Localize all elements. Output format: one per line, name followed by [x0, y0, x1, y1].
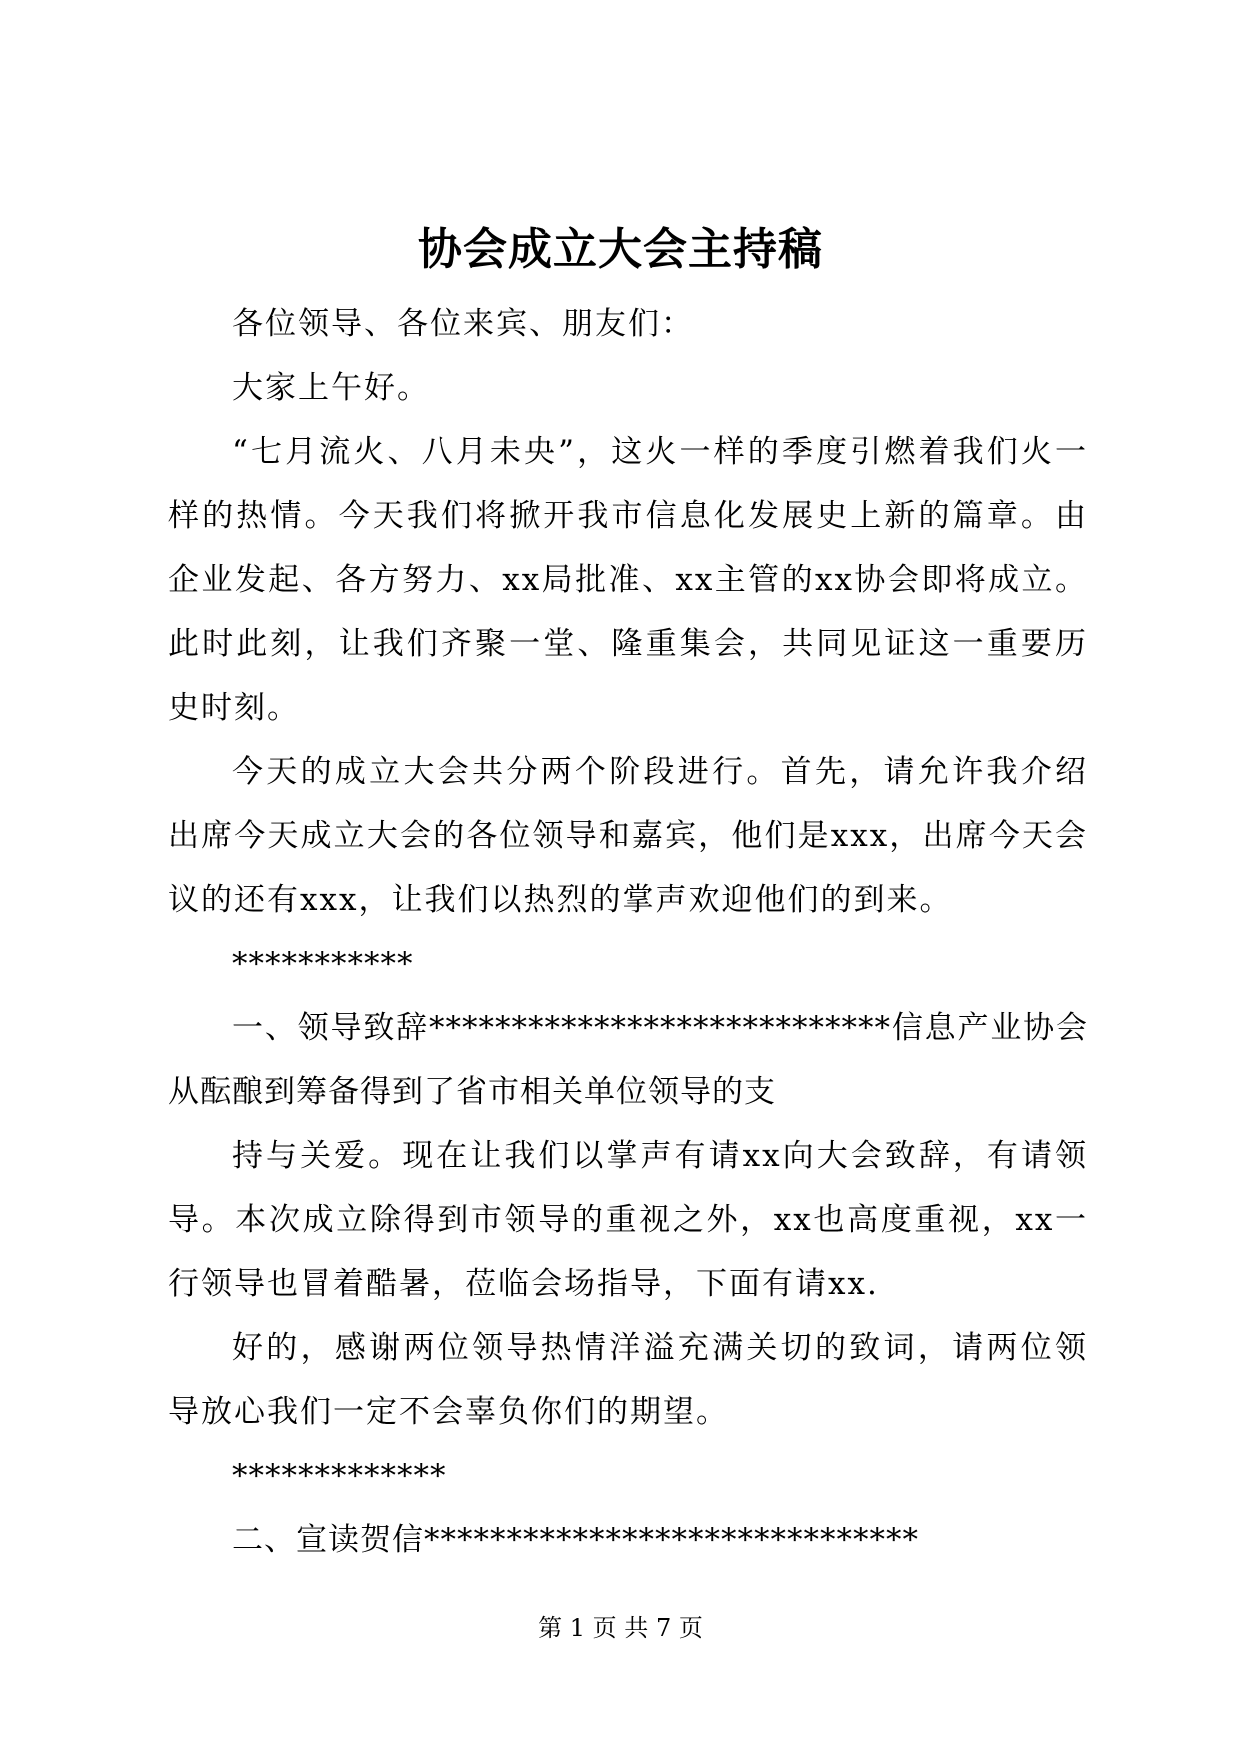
paragraph-separator-1: ***********	[232, 946, 414, 982]
paragraph-separator-2: *************	[232, 1458, 447, 1494]
document-title: 协会成立大会主持稿	[418, 224, 823, 275]
paragraph-opening: “七月流火、八月未央”，这火一样的季度引燃着我们火一样的热情。今天我们将掀开我市信息化发展史上新的篇章。由企业发起、各方努力、xx局批准、xx主管的xx协会即将成立。此时此刻，让我们齐聚一堂、隆重集会，共同见证这一重要历史时刻。	[168, 434, 1088, 726]
document-body	[168, 292, 1088, 1572]
paragraph-morning: 大家上午好。	[232, 370, 430, 406]
paragraph-leader-speech: 持与关爱。现在让我们以掌声有请xx向大会致辞，有请领导。本次成立除得到市领导的重视之外，xx也高度重视，xx一行领导也冒着酷暑，莅临会场指导，下面有请xx.	[168, 1138, 1088, 1302]
paragraph-section-2: 二、宣读贺信******************************	[232, 1522, 919, 1558]
paragraph-introduction: 今天的成立大会共分两个阶段进行。首先，请允许我介绍出席今天成立大会的各位领导和嘉宾，他们是xxx，出席今天会议的还有xxx，让我们以热烈的掌声欢迎他们的到来。	[168, 754, 1088, 918]
paragraph-section-1: 一、领导致辞****************************信息产业协会从酝酿到筹备得到了省市相关单位领导的支	[168, 1010, 1088, 1110]
paragraph-thanks: 好的，感谢两位领导热情洋溢充满关切的致词，请两位领导放心我们一定不会辜负你们的期望。	[168, 1330, 1088, 1430]
paragraph-greeting: 各位领导、各位来宾、朋友们：	[232, 306, 694, 342]
page-number-footer: 第 1 页 共 7 页	[538, 1614, 703, 1642]
